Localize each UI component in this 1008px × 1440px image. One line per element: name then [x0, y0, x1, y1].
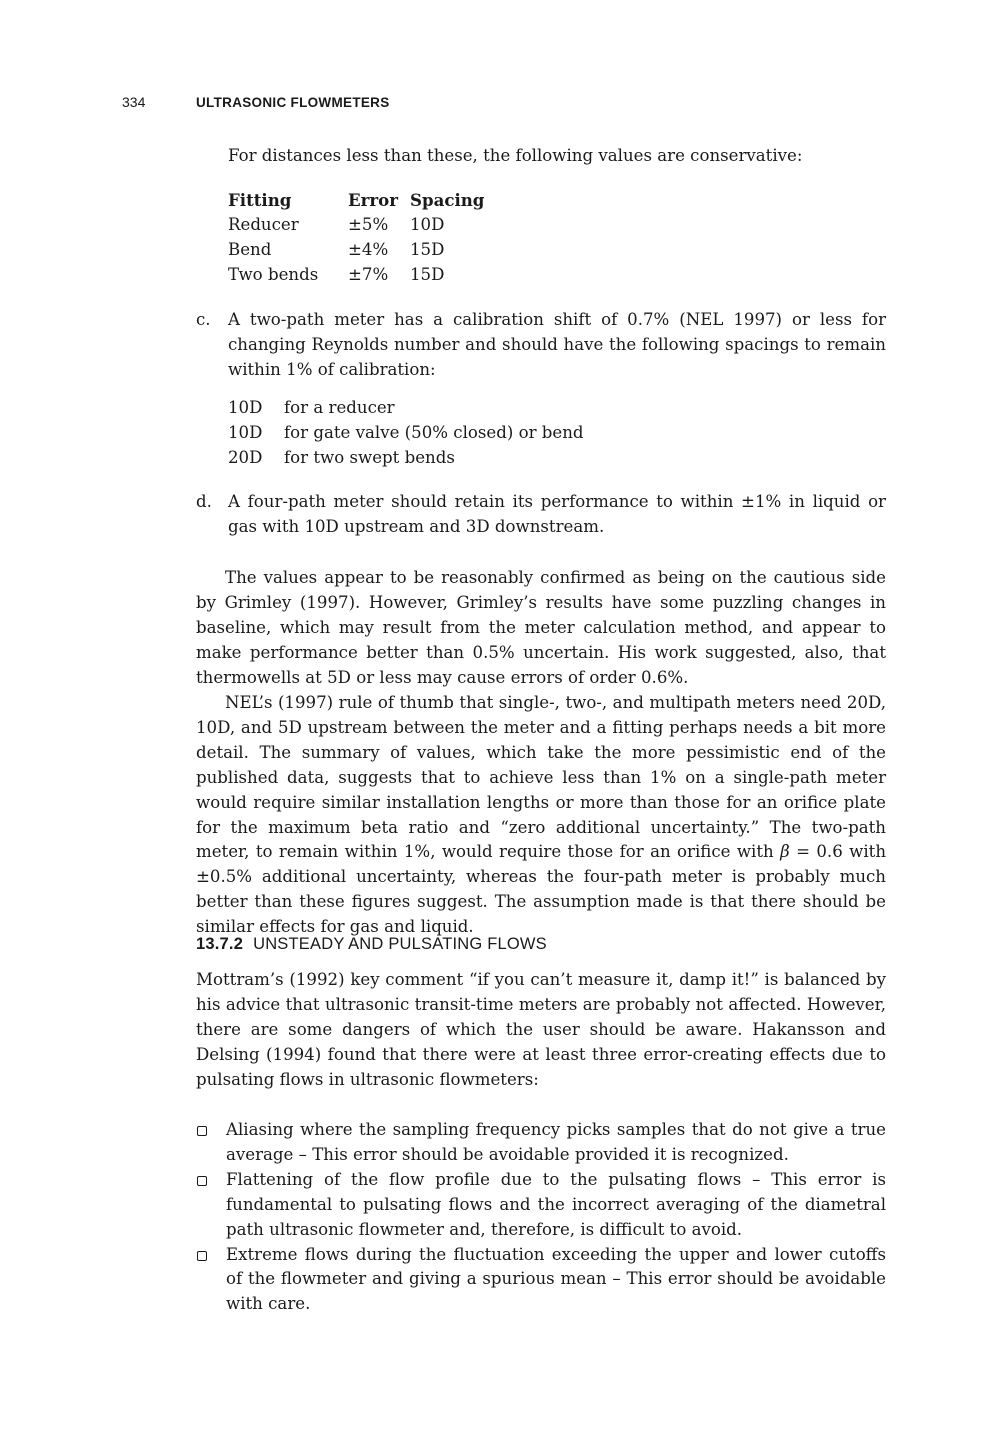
section-heading: [196, 935, 547, 954]
list-marker: d.: [196, 492, 212, 511]
checkbox-bullet-icon: [197, 1251, 207, 1261]
cell-spacing: 10D: [228, 398, 263, 417]
cell-fitting: Reducer: [228, 214, 299, 234]
bullet-text: Extreme flows during the fluctuation exceeding the upper and lower cutoffs of the flowmeter and giving a spurious mean – This error should be avoidable with care.: [226, 1244, 886, 1314]
list-marker: c.: [196, 310, 211, 329]
cell-error: ±4%: [348, 239, 389, 259]
cell-error: ±5%: [348, 214, 389, 234]
list-item: [196, 1118, 886, 1168]
bullet-text: Aliasing where the sampling frequency picks samples that do not give a true average – This error should be avoidable provided it is recognized.: [226, 1120, 886, 1164]
cell-description: for a reducer: [284, 398, 395, 417]
cell-description: for gate valve (50% closed) or bend: [284, 422, 584, 442]
paragraph-nel-rule: [196, 691, 886, 940]
cell-spacing: 20D: [228, 447, 263, 467]
list-item-text: A two-path meter has a calibration shift of 0.7% (NEL 1997) or less for changing Reynolds number and should have the following spacings to remain within 1% of calibration:: [228, 310, 886, 379]
list-item: [196, 1168, 886, 1243]
cell-fitting: Two bends: [228, 264, 319, 284]
list-item-c: [196, 308, 886, 383]
cell-spacing: 10D: [228, 422, 263, 442]
cell-spacing: 15D: [410, 264, 445, 284]
table-header-row: [228, 188, 530, 213]
table-row: [228, 213, 530, 238]
fitting-error-table: [228, 188, 530, 288]
cell-fitting: Bend: [228, 239, 272, 259]
paragraph-mottram: Mottram’s (1992) key comment “if you can’t measure it, damp it!” is balanced by his advice that ultrasonic transit-time meters are probably not affected. However, there are some dangers of which the user should be aware. Hakansson and Delsing (1994) found that there were at least three error-creating effects due to pulsating flows in ultrasonic flowmeters:: [196, 970, 886, 1089]
paragraph-grimley: The values appear to be reasonably confirmed as being on the cautious side by Grimley (1997). However, Grimley’s results have some puzzling changes in baseline, which may result from the meter calculation method, and appear to make performance better than 0.5% uncertain. His work suggested, also, that thermowells at 5D or less may cause errors of order 0.6%.: [196, 568, 886, 687]
spacing-table: [228, 396, 584, 471]
table-row: [228, 396, 584, 421]
cell-spacing: 15D: [410, 239, 445, 259]
list-item-text: A four-path meter should retain its performance to within ±1% in liquid or gas with 10D upstream and 3D downstream.: [228, 492, 886, 536]
column-header-fitting: Fitting: [228, 190, 292, 210]
page-number: 334: [122, 94, 146, 110]
running-head: ULTRASONIC FLOWMETERS: [196, 95, 390, 110]
table-row: [228, 446, 584, 471]
cell-description: for two swept bends: [284, 447, 455, 467]
table-row: [228, 421, 584, 446]
cell-error: ±7%: [348, 264, 389, 284]
list-item-d: [196, 490, 886, 540]
column-header-error: Error: [348, 190, 398, 210]
table-row: [228, 238, 530, 263]
section-number: 13.7.2: [196, 935, 244, 953]
column-header-spacing: Spacing: [410, 190, 485, 210]
paragraph-text: NEL’s (1997) rule of thumb that single-, two-, and multipath meters need 20D, 10D, and 5D upstream between the meter and a fitting perhaps needs a bit more detail. The summary of values, which take the more pessimistic end of the published data, suggests that to achieve less than 1% on a single-path meter would require similar installation lengths or more than those for an orifice plate for the maximum beta ratio and “zero additional uncertainty.” The two-path meter, to remain within 1%, would require those for an orifice with: [196, 693, 886, 862]
table-row: [228, 263, 530, 288]
error-effects-list: [196, 1118, 886, 1317]
list-item: [196, 1243, 886, 1318]
page-header: [122, 94, 390, 116]
checkbox-bullet-icon: [197, 1126, 207, 1136]
cell-spacing: 10D: [410, 214, 445, 234]
intro-sentence: For distances less than these, the following values are conservative:: [228, 146, 803, 165]
paragraph-text: = 0.6 with ±0.5% additional uncertainty, whereas the four-path meter is probably much better than these figures suggest. The assumption made is that there should be similar effects for gas and liquid.: [196, 842, 887, 937]
beta-symbol: β: [780, 842, 790, 862]
bullet-text: Flattening of the flow profile due to the pulsating flows – This error is fundamental to pulsating flows and the incorrect averaging of the diametral path ultrasonic flowmeter and, therefore, is difficult to avoid.: [226, 1169, 886, 1239]
checkbox-bullet-icon: [197, 1176, 207, 1186]
section-title: UNSTEADY AND PULSATING FLOWS: [253, 935, 547, 953]
